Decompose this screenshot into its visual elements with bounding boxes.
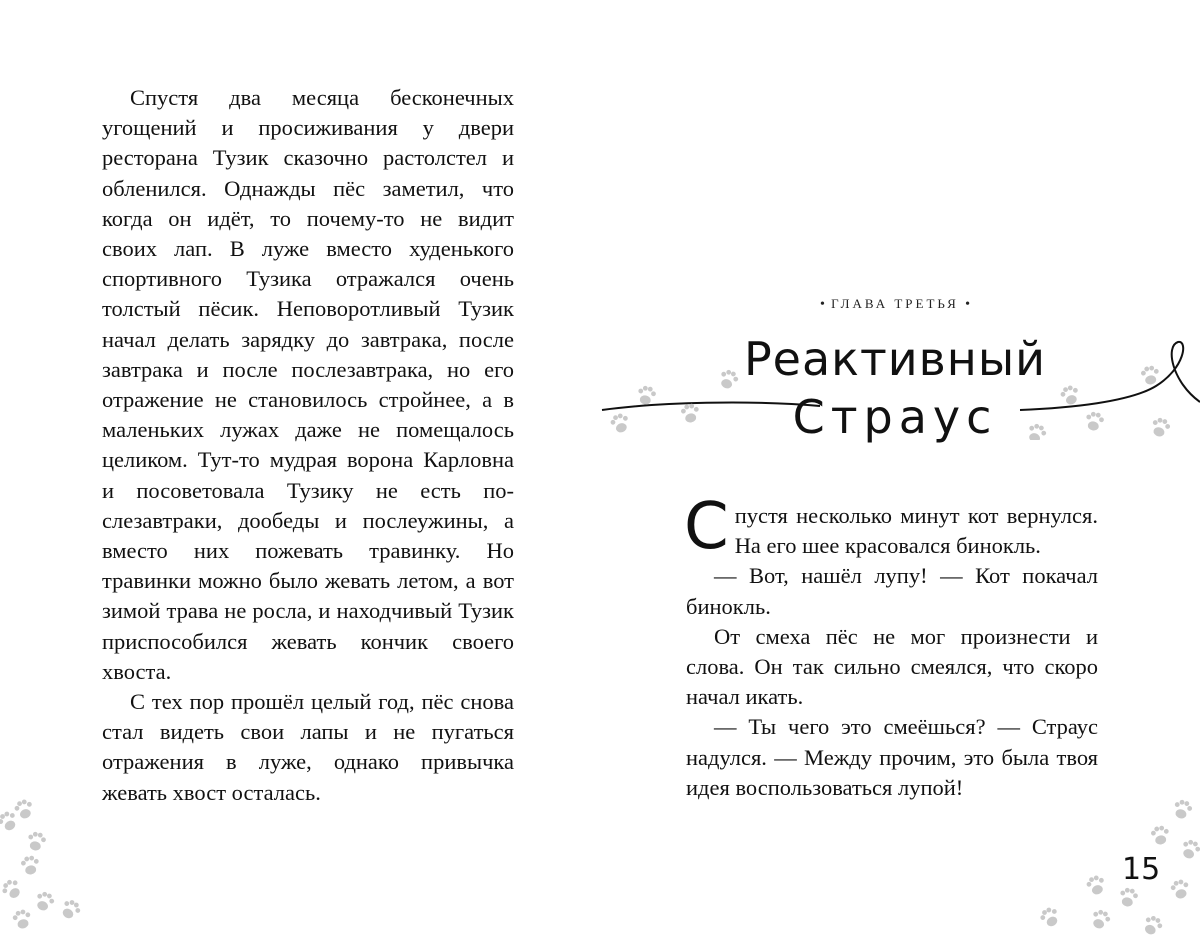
right-paragraph-2: — Вот, нашёл лупу! — Кот покачал бинокль.	[686, 563, 1098, 619]
page-number: 15	[1122, 852, 1161, 887]
chapter-label: • ГЛАВА ТРЕТЬЯ •	[819, 296, 971, 312]
right-page-text	[684, 490, 1098, 803]
left-paragraph-1: Спустя два месяца бесконечных угощений и просиживания у двери ресторана Тузик сказочно растолстел и обленился. Однажды пёс заметил, что когда он идёт, то почему-то не видит своих лап. В луже вместо худенького спортивного Тузика отражался очень толстый пёсик. Неповоротливый Тузик начал делать зарядку до завтрака, после завтрака и после послезавтрака, но его отражение не становилось стройнее, а в маленьких лужах даже не помещалось целиком. Тут-то мудрая ворона Карловна и посоветовала Тузику не есть послезавтраки, дообеды и послеужины, а вместо них пожевать травинку. Но травинки можно было жевать летом, а вот зимой трава не росла, и находчивый Тузик приспособился жевать кончик своего хвоста.	[102, 85, 514, 684]
drop-cap: С	[684, 490, 729, 564]
right-paragraph-1-text: пустя несколько минут кот вернулся. На его шее красовался бинокль.	[734, 503, 1098, 559]
chapter-title	[730, 330, 1060, 446]
right-paragraph-4: — Ты чего это смеёшься? — Страус надулся. — Между прочим, это была твоя идея воспользоваться лупой!	[686, 714, 1098, 800]
right-paragraph-3: От смеха пёс не мог произнести и слова. Он так сильно смеялся, что скоро начал икать.	[686, 623, 1098, 710]
paw-print-icon	[0, 790, 120, 937]
right-paragraph-1	[684, 490, 1098, 564]
chapter-title-line-2: Страус	[792, 390, 998, 444]
left-paragraph-2: С тех пор прошёл целый год, пёс снова стал видеть свои лапы и не пугаться отражения в луже, однако привычка жевать хвост осталась.	[102, 689, 514, 805]
left-page-text	[102, 83, 514, 808]
chapter-title-line-1: Реактивный	[743, 332, 1047, 386]
paw-print-icon	[1040, 790, 1200, 937]
right-page	[600, 0, 1200, 937]
chapter-label-text: ГЛАВА ТРЕТЬЯ	[831, 296, 959, 311]
